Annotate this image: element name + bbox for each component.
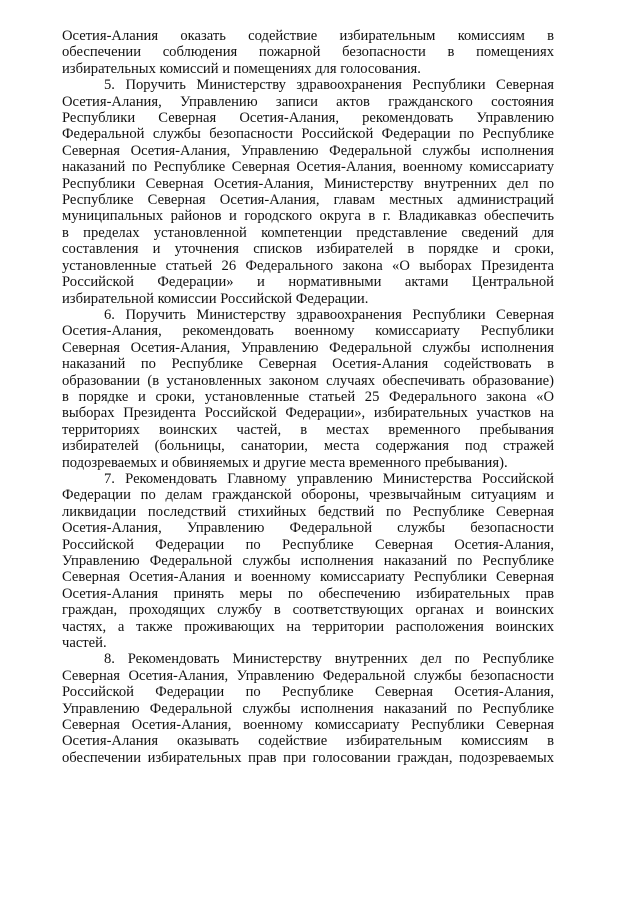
text-line: Российской Федерации по Республике Северная Осетия-Алания, [62,684,554,701]
text-line: Федеральной службы безопасности Российской Федерации по Республике [62,126,554,143]
text-line: муниципальных районов и городского округа в г. Владикавказ обеспечить [62,208,554,225]
paragraph-item-8 [62,651,554,766]
text-line: Управлению Федеральной службы исполнения наказаний по Республике [62,553,554,569]
text-line: избирательных комиссий и помещениях для голосования. [62,60,421,77]
text-line: выборах Президента Российской Федерации», избирательных участков на [62,405,554,422]
paragraph-item-7 [62,471,554,651]
text-line: Северная Осетия-Алания, Управлению Федеральной службы исполнения [62,142,554,159]
text-line: Осетия-Алания принять меры по обеспечению избирательных прав [62,585,554,602]
paragraph-continuation [62,28,554,77]
text-line: обеспечении соблюдения пожарной безопасности в помещениях [62,44,554,61]
text-line: подозреваемых и обвиняемых и другие места временного пребывания). [62,454,508,471]
text-line: наказаний по Республике Северная Осетия-Алания, военному комиссариату [62,159,554,176]
text-line: избирателей (больницы, санатории, места содержания под стражей [62,438,554,455]
text-line: граждан, проходящих службу в соответствующих органах и воинских [62,602,554,619]
text-line: Управлению Федеральной службы исполнения наказаний по Республике [62,700,554,717]
text-line: 6. Поручить Министерству здравоохранения Республики Северная [104,306,554,323]
text-line: в порядке и сроки, установленные статьей 25 Федерального закона «О [62,388,554,405]
text-line: избирательной комиссии Российской Федерации. [62,290,369,307]
text-line: образовании (в установленных законом случаях обеспечивать образование) [62,372,554,389]
text-line: составления и уточнения списков избирателей в порядке и сроки, [62,241,554,258]
text-line: Осетия-Алания, Управлению Федеральной службы безопасности [62,520,554,537]
text-line: Российской Федерации» и нормативными актами Центральной [62,274,554,291]
paragraph-item-5 [62,77,554,307]
text-line: установленные статьей 26 Федерального закона «О выборах Президента [62,257,554,274]
text-line: наказаний по Республике Северная Осетия-Алания содействовать в [62,356,554,373]
document-page [62,28,554,766]
text-line: Осетия-Алания оказать содействие избирательным комиссиям в [62,28,554,44]
text-line: территориях воинских частей, в местах временного пребывания [62,421,554,438]
text-line: Российской Федерации по Республике Северная Осетия-Алания, [62,536,554,553]
text-line: 8. Рекомендовать Министерству внутренних дел по Республике [104,651,554,668]
text-line: Осетия-Алания, Управлению записи актов гражданского состояния [62,93,554,110]
text-line: Осетия-Алания оказывать содействие избирательным комиссиям в [62,733,554,750]
text-line: Республике Северная Осетия-Алания, главам местных администраций [62,192,554,209]
text-line: Осетия-Алания, рекомендовать военному комиссариату Республики [62,323,554,340]
text-line: в пределах установленной компетенции представление сведений для [62,224,554,241]
text-line: обеспечении избирательных прав при голосовании граждан, подозреваемых [62,749,554,766]
text-line: частей. [62,635,107,652]
text-line: Северная Осетия-Алания, Управлению Федеральной службы исполнения [62,339,554,356]
text-line: Федерации по делам гражданской обороны, чрезвычайным ситуациям и [62,487,554,504]
text-line: Северная Осетия-Алания, Управлению Федеральной службы безопасности [62,667,554,684]
text-line: частях, а также проживающих на территории расположения воинских [62,618,554,635]
paragraph-item-6 [62,307,554,471]
text-line: Республики Северная Осетия-Алания, Министерству внутренних дел по [62,175,554,192]
text-line: Северная Осетия-Алания и военному комиссариату Республики Северная [62,569,554,586]
text-line: Северная Осетия-Алания, военному комиссариату Республики Северная [62,717,554,734]
text-line: 7. Рекомендовать Главному управлению Министерства Российской [104,470,554,487]
text-line: Республики Северная Осетия-Алания, рекомендовать Управлению [62,110,554,127]
text-line: 5. Поручить Министерству здравоохранения Республики Северная [104,77,554,94]
text-line: ликвидации последствий стихийных бедствий по Республике Северная [62,503,554,520]
